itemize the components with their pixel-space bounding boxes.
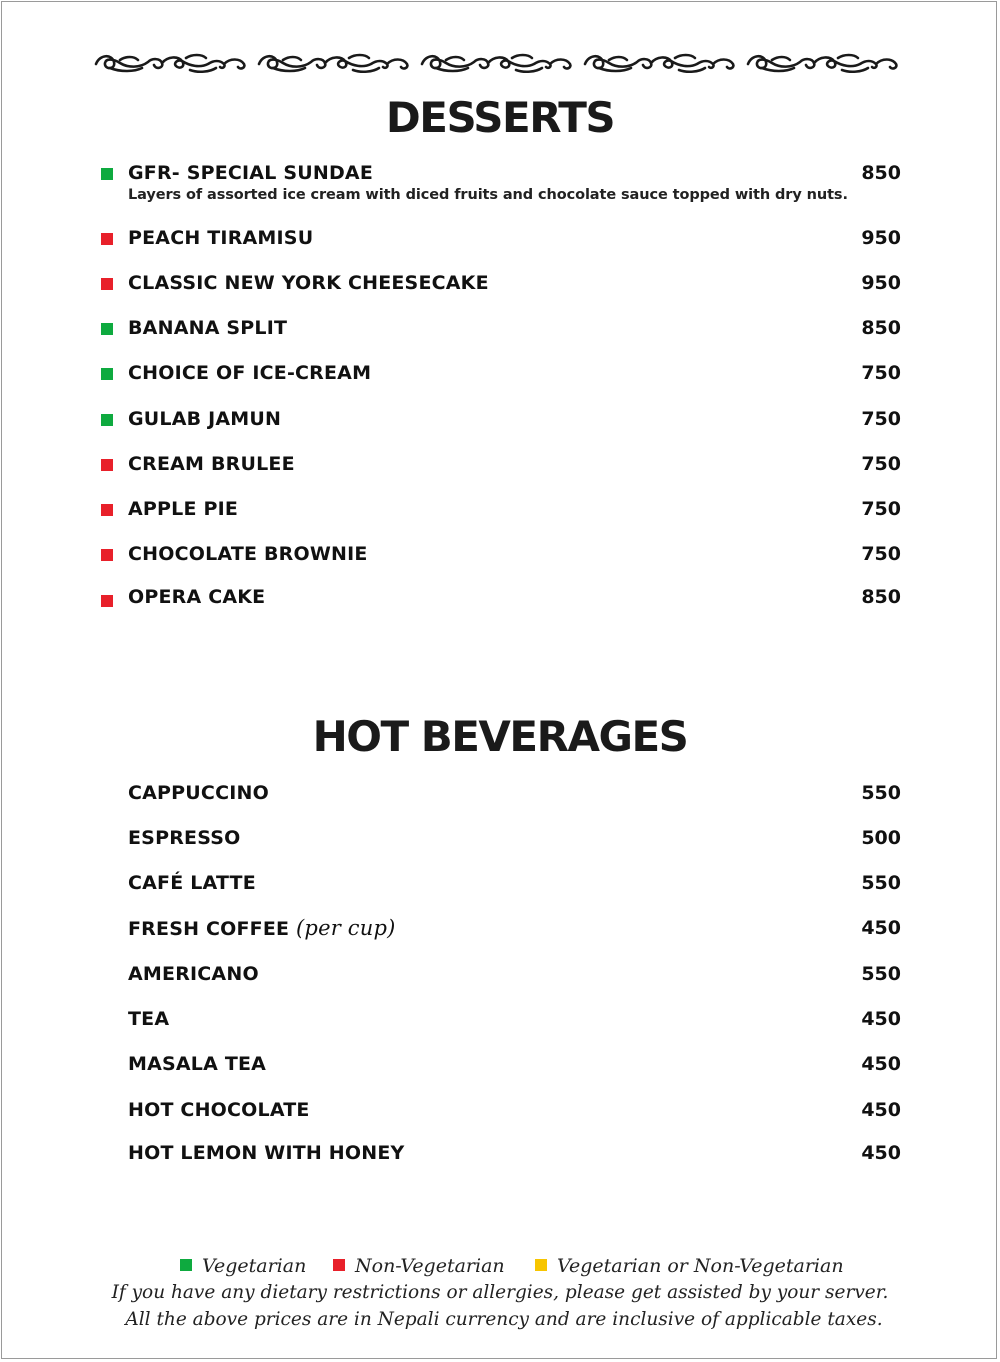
beverage-item <box>0 961 1000 991</box>
dessert-name: CHOICE OF ICE-CREAM <box>128 362 372 384</box>
beverage-price: 450 <box>861 917 901 939</box>
vegetarian-marker-icon <box>101 368 113 380</box>
dessert-price: 950 <box>861 227 901 249</box>
dessert-price: 850 <box>861 586 901 608</box>
dessert-price: 750 <box>861 498 901 520</box>
dessert-item <box>0 270 1000 300</box>
beverage-name <box>128 870 256 896</box>
non-vegetarian-marker-icon <box>101 278 113 290</box>
beverage-price: 450 <box>861 1008 901 1030</box>
decorative-ornament-divider <box>90 48 910 76</box>
beverage-item <box>0 1051 1000 1081</box>
dessert-item <box>0 225 1000 255</box>
beverage-item <box>0 1140 1000 1170</box>
beverage-name-text: CAFÉ LATTE <box>128 872 256 894</box>
beverage-price: 450 <box>861 1099 901 1121</box>
desserts-title: DESSERTS <box>385 93 615 142</box>
non-vegetarian-marker-icon <box>333 1259 345 1271</box>
legend-non-vegetarian-label: Non-Vegetarian <box>355 1255 505 1277</box>
dessert-name: GULAB JAMUN <box>128 408 282 430</box>
vegetarian-marker-icon <box>180 1259 192 1271</box>
dessert-item <box>0 315 1000 345</box>
beverage-name <box>128 780 269 806</box>
beverage-name-text: FRESH COFFEE <box>128 918 290 940</box>
legend-non-vegetarian <box>333 1255 505 1277</box>
vegetarian-marker-icon <box>101 414 113 426</box>
beverage-price: 550 <box>861 782 901 804</box>
dessert-price: 850 <box>861 162 901 184</box>
dessert-item <box>0 584 1000 614</box>
legend-either <box>535 1255 844 1277</box>
dessert-price: 750 <box>861 362 901 384</box>
dessert-item <box>0 406 1000 436</box>
beverage-name <box>128 1097 310 1123</box>
dessert-name: APPLE PIE <box>128 498 239 520</box>
beverage-name-text: AMERICANO <box>128 963 259 985</box>
beverage-item <box>0 870 1000 900</box>
non-vegetarian-marker-icon <box>101 459 113 471</box>
non-vegetarian-marker-icon <box>101 504 113 516</box>
dessert-item <box>0 541 1000 571</box>
non-vegetarian-marker-icon <box>101 233 113 245</box>
dessert-item <box>0 451 1000 481</box>
allergy-note: If you have any dietary restrictions or allergies, please get assisted by your server. <box>111 1282 889 1303</box>
beverage-name-text: HOT LEMON WITH HONEY <box>128 1142 405 1164</box>
beverage-price: 450 <box>861 1053 901 1075</box>
legend-vegetarian <box>180 1255 306 1277</box>
beverage-item <box>0 780 1000 810</box>
beverage-name-text: ESPRESSO <box>128 827 241 849</box>
hot-beverages-title: HOT BEVERAGES <box>312 712 688 761</box>
beverage-price: 550 <box>861 963 901 985</box>
dessert-name: CLASSIC NEW YORK CHEESECAKE <box>128 272 489 294</box>
beverage-name <box>128 1051 266 1077</box>
dessert-name: OPERA CAKE <box>128 586 266 608</box>
dessert-price: 750 <box>861 543 901 565</box>
dessert-name: PEACH TIRAMISU <box>128 227 314 249</box>
legend-vegetarian-label: Vegetarian <box>202 1255 307 1277</box>
dessert-item <box>0 360 1000 390</box>
dietary-legend <box>0 1255 1000 1283</box>
dessert-name: BANANA SPLIT <box>128 317 288 339</box>
dessert-price: 950 <box>861 272 901 294</box>
beverage-price: 550 <box>861 872 901 894</box>
dessert-price: 750 <box>861 453 901 475</box>
beverage-item <box>0 1006 1000 1036</box>
price-note: All the above prices are in Nepali currency and are inclusive of applicable taxes. <box>125 1309 883 1330</box>
vegetarian-marker-icon <box>101 323 113 335</box>
non-vegetarian-marker-icon <box>101 549 113 561</box>
beverage-name <box>128 961 259 987</box>
beverage-name-text: MASALA TEA <box>128 1053 267 1075</box>
dessert-price: 850 <box>861 317 901 339</box>
dessert-item <box>0 496 1000 526</box>
dessert-price: 750 <box>861 408 901 430</box>
beverage-note: (per cup) <box>296 916 396 940</box>
beverage-name <box>128 1006 169 1032</box>
dessert-name: CREAM BRULEE <box>128 453 295 475</box>
non-vegetarian-marker-icon <box>101 595 113 607</box>
beverage-name <box>128 825 240 851</box>
either-marker-icon <box>535 1259 547 1271</box>
legend-either-label: Vegetarian or Non-Vegetarian <box>557 1255 844 1277</box>
beverage-item <box>0 1097 1000 1127</box>
beverage-name-text: TEA <box>128 1008 170 1030</box>
beverage-item <box>0 915 1000 945</box>
dessert-name: GFR- SPECIAL SUNDAE <box>128 162 374 184</box>
beverage-price: 450 <box>861 1142 901 1164</box>
beverage-name <box>128 1140 405 1166</box>
dessert-item <box>0 160 1000 203</box>
beverage-price: 500 <box>861 827 901 849</box>
dessert-name: CHOCOLATE BROWNIE <box>128 543 368 565</box>
beverage-name-text: CAPPUCCINO <box>128 782 269 804</box>
vegetarian-marker-icon <box>101 168 113 180</box>
beverage-item <box>0 825 1000 855</box>
dessert-description: Layers of assorted ice cream with diced fruits and chocolate sauce topped with dry nuts. <box>128 187 848 203</box>
beverage-name <box>128 915 396 942</box>
beverage-name-text: HOT CHOCOLATE <box>128 1099 310 1121</box>
